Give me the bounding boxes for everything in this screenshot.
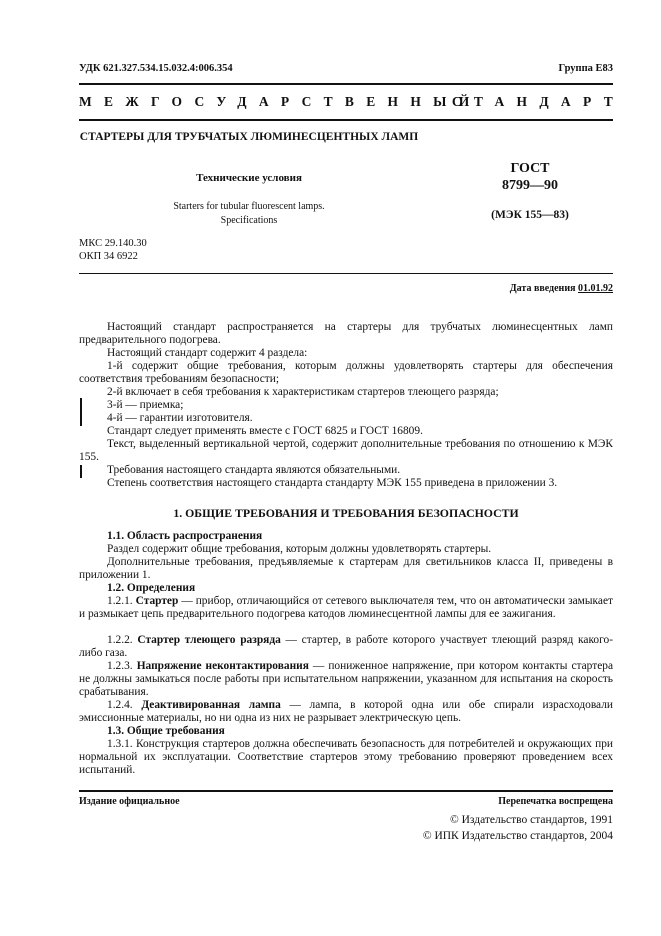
date-label: Дата введения	[509, 283, 576, 294]
definition-term: Деактивированная лампа	[141, 699, 281, 711]
body-paragraph: Раздел содержит общие требования, которым должны удовлетворять стартеры.	[107, 543, 492, 555]
gost-label: ГОСТ	[510, 161, 550, 176]
copyright-line: © Издательство стандартов, 1991	[449, 814, 613, 826]
body-paragraph: Дополнительные требования, предъявляемые к стартерам для светильников класса II, приведены в приложении 1.	[79, 556, 613, 581]
definition-paragraph	[79, 699, 613, 725]
intro-paragraph: 3-й — приемка;	[107, 399, 184, 411]
subsection-heading: 1.2. Определения	[107, 582, 196, 594]
definition-paragraph	[79, 595, 613, 621]
definition-number: 1.2.4.	[107, 699, 133, 711]
footer-rule	[79, 790, 613, 792]
intro-paragraph: Настоящий стандарт содержит 4 раздела:	[107, 347, 308, 359]
gost-designation	[455, 160, 605, 194]
header-rule-bottom	[79, 119, 613, 121]
intro-paragraph: 4-й — гарантии изготовителя.	[107, 412, 253, 424]
definition-text: — стартер, в работе которого участвует тлеющий разряд какого-либо газа.	[79, 634, 613, 659]
standard-type-word-1: МЕЖГОСУДАРСТВЕННЫЙ	[79, 94, 482, 109]
change-marker-bar	[80, 465, 82, 478]
okp-code: ОКП 34 6922	[79, 251, 138, 262]
section-heading: 1. ОБЩИЕ ТРЕБОВАНИЯ И ТРЕБОВАНИЯ БЕЗОПАСНОСТИ	[173, 506, 519, 520]
classification-codes	[79, 237, 147, 263]
intro-paragraph: Требования настоящего стандарта являются обязательными.	[107, 464, 401, 476]
iec-reference: (МЭК 155—83)	[491, 209, 569, 221]
english-title-line2: Specifications	[220, 215, 278, 226]
subsection-heading: 1.1. Область распространения	[107, 530, 263, 542]
intro-paragraph: Текст, выделенный вертикальной чертой, содержит дополнительные требования по отношению к МЭК 155.	[79, 438, 613, 463]
definition-text: — пониженное напряжение, при котором контакты стартера не должны замыкаться после работы при испытательном напряжении, указанном для испытания на скорость срабатывания.	[79, 660, 613, 698]
english-title-line1: Starters for tubular fluorescent lamps.	[173, 201, 325, 212]
standard-type-banner	[79, 94, 625, 110]
definition-paragraph	[79, 634, 613, 660]
copyright-line: © ИПК Издательство стандартов, 2004	[422, 830, 613, 842]
change-marker-bar	[80, 398, 82, 426]
document-subtitle: Технические условия	[196, 172, 302, 184]
definition-text: — прибор, отличающийся от сетевого выключателя тем, что он автоматически замыкает и размыкает цепь предварительного подогрева катодов люминесцентной лампы для ее зажигания.	[79, 595, 613, 620]
official-edition-label: Издание официальное	[79, 796, 180, 807]
group-code: Группа Е83	[558, 63, 613, 74]
definition-number: 1.2.2.	[107, 634, 133, 646]
definition-term: Напряжение неконтактирования	[136, 660, 309, 672]
definition-term: Стартер	[135, 595, 179, 607]
intro-paragraph: 2-й включает в себя требования к характеристикам стартеров тлеющего разряда;	[107, 386, 499, 398]
udk-code: УДК 621.327.534.15.032.4:006.354	[79, 63, 233, 74]
definition-term: Стартер тлеющего разряда	[137, 634, 281, 646]
definition-number: 1.2.1.	[107, 595, 133, 607]
gost-number: 8799—90	[502, 178, 558, 193]
introduction-date	[510, 283, 613, 294]
definition-paragraph	[79, 660, 613, 698]
reprint-prohibited-label: Перепечатка воспрещена	[498, 796, 613, 807]
subsection-heading: 1.3. Общие требования	[107, 725, 225, 737]
definition-number: 1.2.3.	[107, 660, 133, 672]
english-title	[79, 200, 419, 228]
header-rule-top	[79, 83, 613, 85]
intro-paragraph: Настоящий стандарт распространяется на стартеры для трубчатых люминесцентных ламп предварительного подогрева.	[79, 321, 613, 346]
intro-paragraph: Стандарт следует применять вместе с ГОСТ 6825 и ГОСТ 16809.	[107, 425, 423, 437]
intro-paragraph: 1-й содержит общие требования, которым должны удовлетворять стартеры для обеспечения соответствия требованиям безопасности;	[79, 360, 613, 385]
intro-paragraph: Степень соответствия настоящего стандарта стандарту МЭК 155 приведена в приложении 3.	[107, 477, 558, 489]
body-paragraph: 1.3.1. Конструкция стартеров должна обеспечивать безопасность для потребителей и окружающих при нормальной их эксплуатации. Соответствие стартеров этому требованию проверяют проведением всех испытаний.	[79, 738, 613, 776]
document-title: СТАРТЕРЫ ДЛЯ ТРУБЧАТЫХ ЛЮМИНЕСЦЕНТНЫХ ЛАМП	[79, 131, 419, 143]
standard-type-word-2: СТАНДАРТ	[451, 94, 625, 109]
definition-text: — лампа, в которой одна или обе спирали израсходовали эмиссионные материалы, но ни одна из них не разрывает электрическую цепь.	[79, 699, 613, 724]
title-block-rule	[79, 273, 613, 274]
mks-code: МКС 29.140.30	[79, 238, 147, 249]
date-value: 01.01.92	[578, 283, 613, 294]
